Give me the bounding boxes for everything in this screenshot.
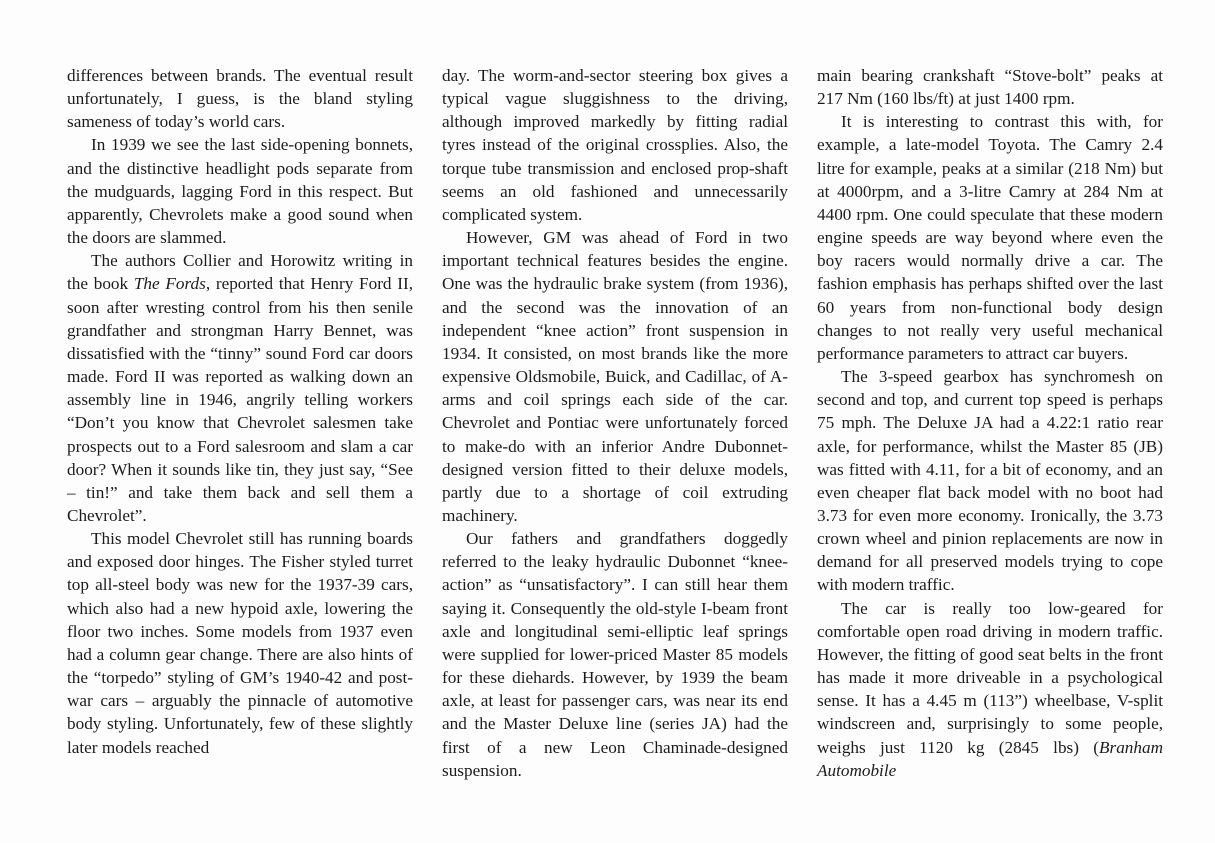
paragraph <box>442 64 788 226</box>
text-run: Our fathers and grandfathers doggedly referred to the leaky hydraulic Dubonnet “knee-action” as “unsatisfactory”. I can still hear them saying it. Consequently the old-style I-beam front axle and longitudinal semi-elliptic leaf springs were supplied for lower-priced Master 85 models for these diehards. However, by 1939 the beam axle, at least for passenger cars, was near its end and the Master Deluxe line (series JA) had the first of a new Leon Chaminade-designed suspension. <box>442 529 788 780</box>
paragraph <box>442 226 788 527</box>
paragraph <box>67 64 413 133</box>
text-column-2 <box>442 64 788 782</box>
text-run: It is interesting to contrast this with, for example, a late-model Toyota. The Camry 2.4 litre for example, peaks at a similar (218 Nm) but at 4000rpm, and a 3-litre Camry at 284 Nm at 4400 rpm. One could speculate that these modern engine speeds are way beyond where even the boy racers would normally drive a car. The fashion emphasis has perhaps shifted over the last 60 years from non-functional body design changes to not really very useful mechanical performance parameters to attract car buyers. <box>817 112 1163 363</box>
text-run: In 1939 we see the last side-opening bonnets, and the distinctive headlight pods separate from the mudguards, lagging Ford in this respect. But apparently, Chevrolets make a good sound when the doors are slammed. <box>67 135 413 248</box>
paragraph <box>442 527 788 782</box>
paragraph <box>67 249 413 527</box>
paragraph <box>67 527 413 759</box>
text-run: , reported that Henry Ford II, soon after wresting control from his then senile grandfather and strongman Harry Bennet, was dissatisfied with the “tinny” sound Ford car doors made. Ford II was reported as walking down an assembly line in 1946, angrily telling workers “Don’t you know that Chevrolet salesmen take prospects out to a Ford salesroom and slam a car door? When it sounds like tin, they just say, “See – tin!” and take them back and sell them a Chevrolet”. <box>67 274 414 525</box>
paragraph <box>817 110 1163 365</box>
text-run: The car is really too low-geared for comfortable open road driving in modern traffic. However, the fitting of good seat belts in the front has made it more driveable in a psychological sense. It has a 4.45 m (113”) wheelbase, V-split windscreen and, surprisingly to some people, weighs just 1120 kg (2845 lbs) ( <box>817 598 1163 757</box>
text-run: The 3-speed gearbox has synchromesh on second and top, and current top speed is perhaps 75 mph. The Deluxe JA had a 4.22:1 ratio rear axle, for performance, whilst the Master 85 (JB) was fitted with 4.11, for a bit of economy, and an even cheaper flat back model with no boot had 3.73 for even more economy. Ironically, the 3.73 crown wheel and pinion replacements are now in demand for all preserved models trying to cope with modern traffic. <box>817 367 1163 595</box>
paragraph <box>67 133 413 249</box>
paragraph <box>817 64 1163 110</box>
text-run: However, GM was ahead of Ford in two important technical features besides the engine. One was the hydraulic brake system (from 1936), and the second was the innovation of an independent “knee action” front suspension in 1934. It consisted, on most brands like the more expensive Oldsmobile, Buick, and Cadillac, of A-arms and coil springs each side of the car. Chevrolet and Pontiac were unfortunately forced to make-do with an inferior Andre Dubonnet-designed version fitted to their deluxe models, partly due to a shortage of coil extruding machinery. <box>442 228 788 525</box>
text-column-1 <box>67 64 413 759</box>
italic-text: Branham Automobile <box>817 737 1163 780</box>
text-column-3 <box>817 64 1163 782</box>
paragraph <box>817 597 1163 782</box>
text-run: day. The worm-and-sector steering box gives a typical vague sluggishness to the driving, although improved markedly by fitting radial tyres instead of the original crossplies. Also, the torque tube transmission and enclosed prop-shaft seems an old fashioned and unnecessarily complicated system. <box>442 66 788 224</box>
text-run: differences between brands. The eventual result unfortunately, I guess, is the bland styling sameness of today’s world cars. <box>67 66 413 132</box>
paragraph <box>817 365 1163 597</box>
italic-text: The Fords <box>133 274 206 294</box>
text-run: The authors Collier and Horowitz writing in the book <box>67 251 413 294</box>
text-run: main bearing crankshaft “Stove-bolt” peaks at 217 Nm (160 lbs/ft) at just 1400 rpm. <box>817 66 1163 109</box>
text-run: This model Chevrolet still has running boards and exposed door hinges. The Fisher styled turret top all-steel body was new for the 1937-39 cars, which also had a new hypoid axle, lowering the floor two inches. Some models from 1937 even had a column gear change. There are also hints of the “torpedo” styling of GM’s 1940-42 and post-war cars – arguably the pinnacle of automotive body styling. Unfortunately, few of these slightly later models reached <box>67 529 413 757</box>
